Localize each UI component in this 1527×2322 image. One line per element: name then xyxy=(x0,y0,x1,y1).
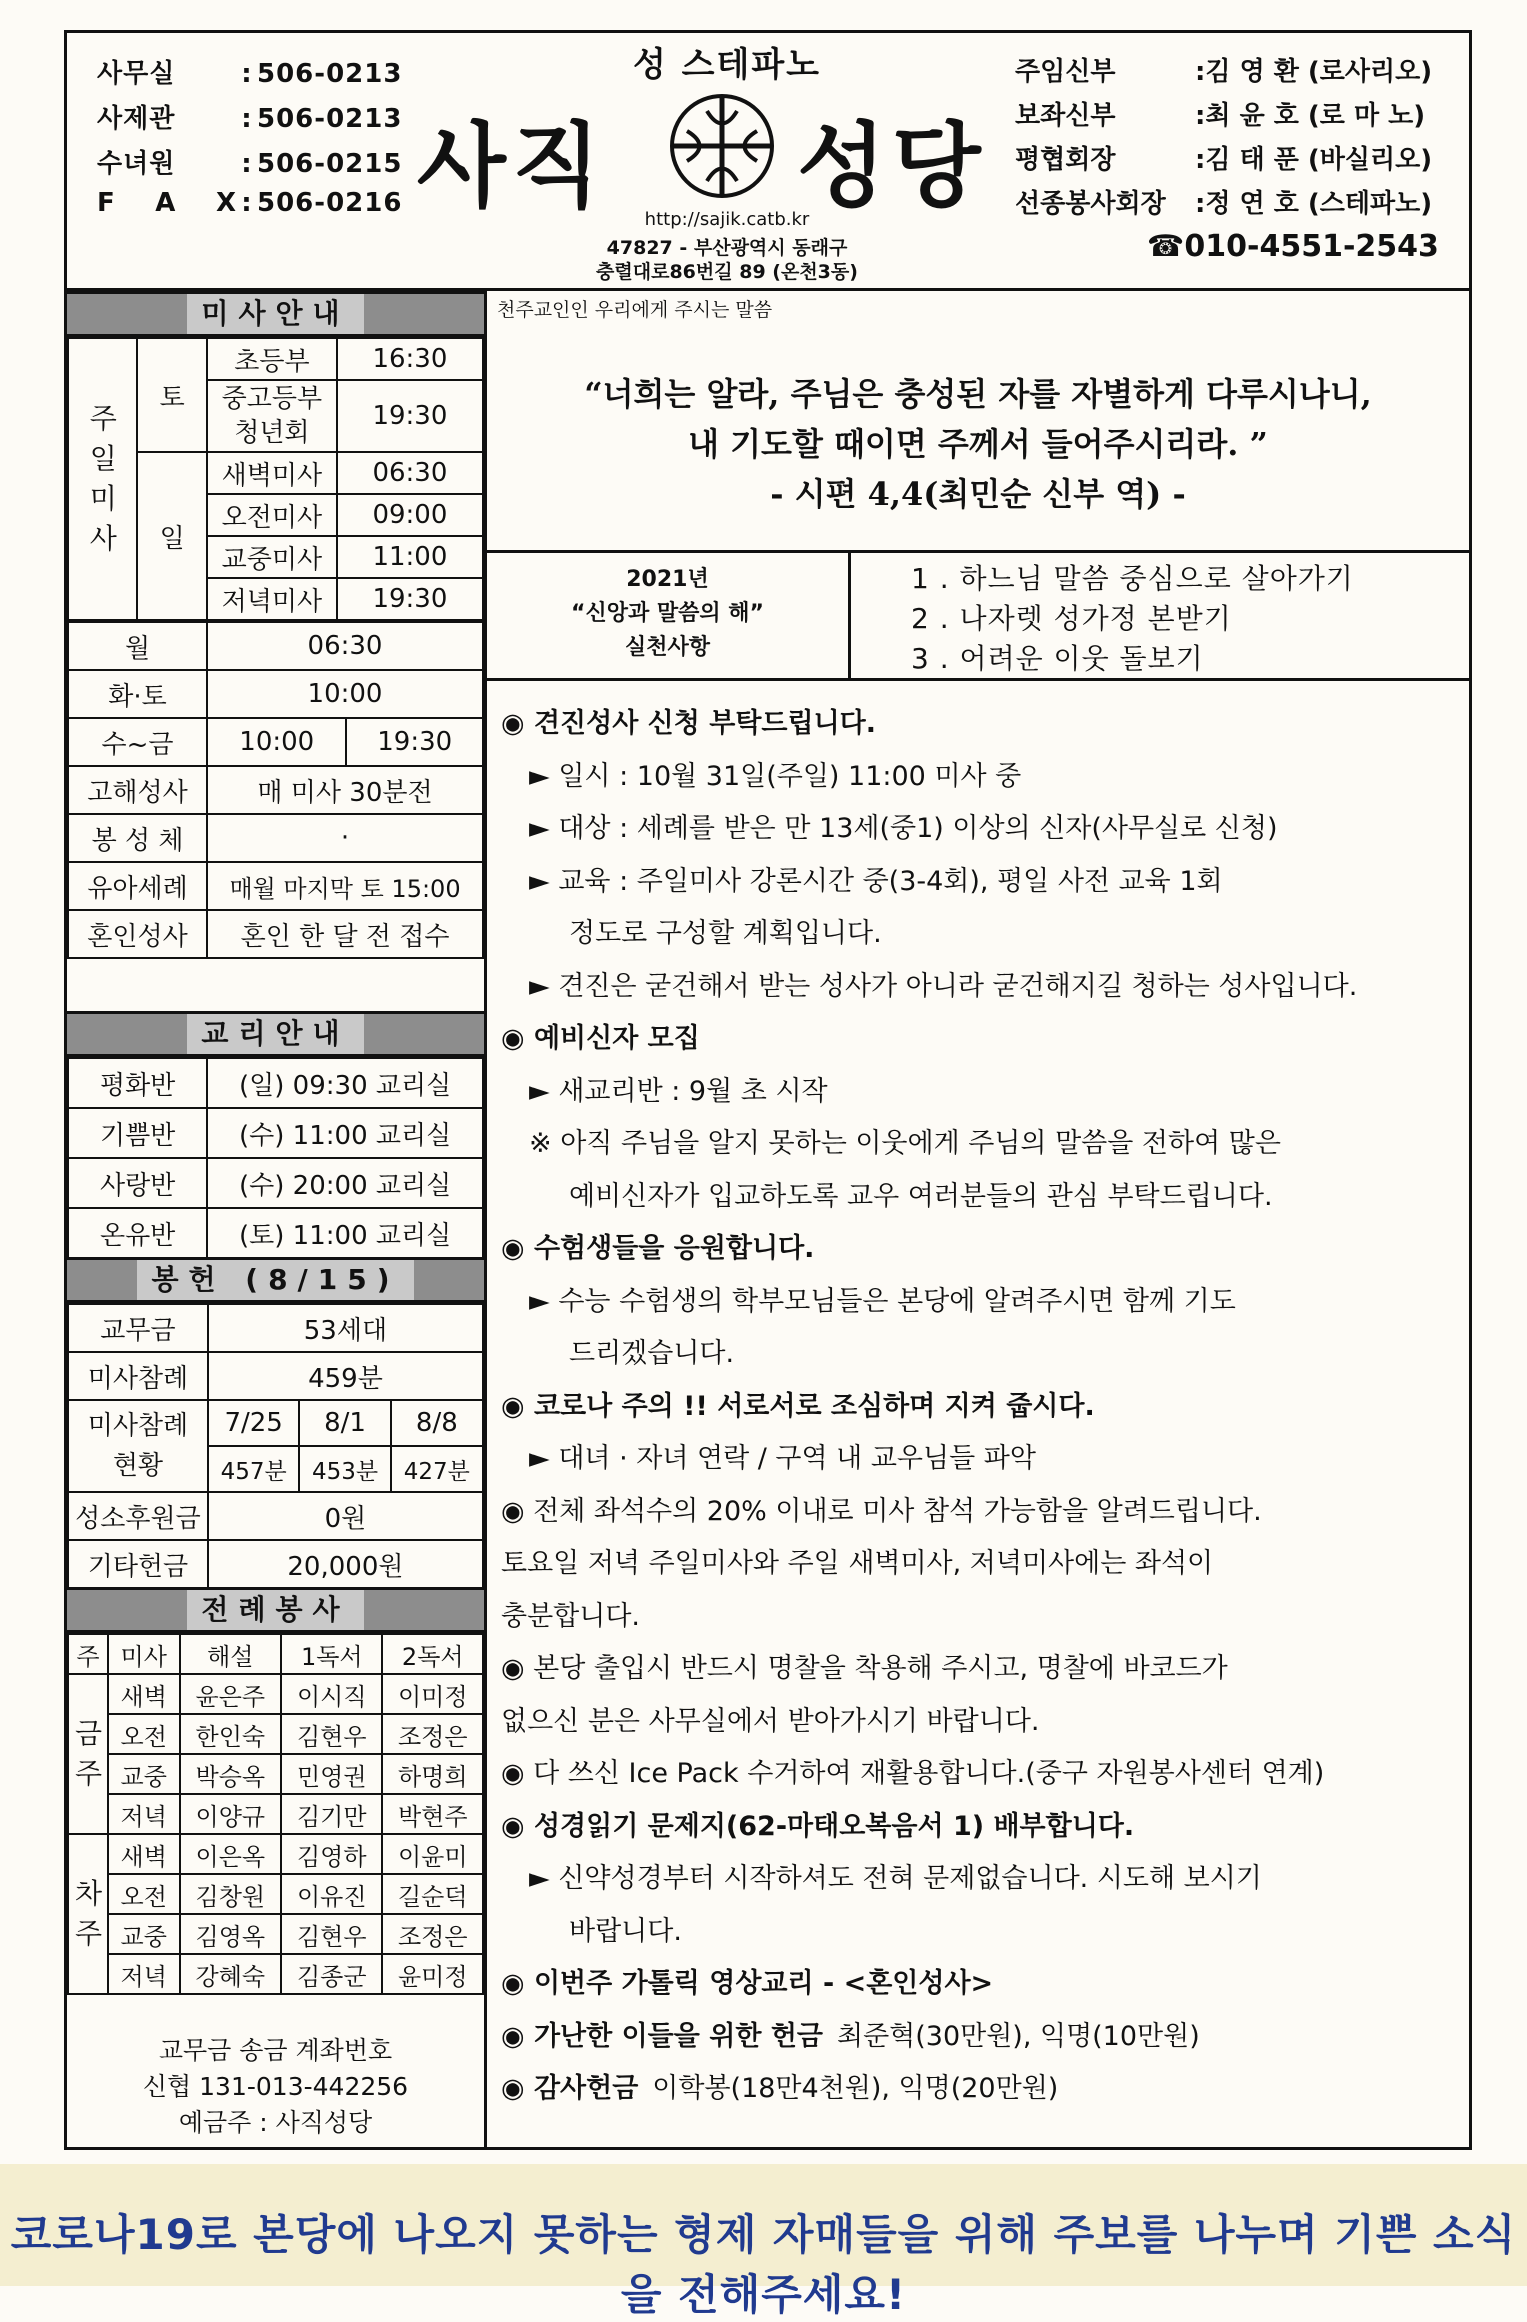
offering-section-title: 봉헌 (8/15) xyxy=(67,1257,484,1303)
parish-title-left: 사직 xyxy=(417,113,607,220)
liturgy-cell: 교중 xyxy=(108,1754,180,1794)
left-column xyxy=(67,291,487,2147)
notice-line: ◉ 본당 출입시 반드시 명찰을 착용해 주시고, 명찰에 바코드가 xyxy=(501,1653,1228,1684)
parish-patron: 성 스테파노 xyxy=(632,45,822,85)
parish-url[interactable]: http://sajik.catb.kr xyxy=(644,209,810,230)
weekday-label: 수~금 xyxy=(68,718,207,766)
weekday-time: 06:30 xyxy=(207,622,483,670)
parish-title-right: 성당 xyxy=(797,113,987,220)
contact-convent: 수녀원 : 506-0215 xyxy=(97,149,403,179)
notice-line: ► 일시 : 10월 31일(주일) 11:00 미사 중 xyxy=(529,760,1022,792)
liturgy-header: 해설 xyxy=(180,1634,281,1674)
mass-time: 16:30 xyxy=(337,338,483,380)
notice-line: 바랍니다. xyxy=(569,1915,682,1947)
notice-line: ► 신약성경부터 시작하셔도 전혀 문제없습니다. 시도해 보시기 xyxy=(529,1863,1262,1894)
scripture-line-1: “너희는 알라, 주님은 충성된 자를 자별하게 다루시나니, xyxy=(584,375,1372,413)
notice-line: ◉ 전체 좌석수의 20% 이내로 미사 참석 가능함을 알려드립니다. xyxy=(501,1495,1262,1527)
notice-line: 정도로 구성할 계획입니다. xyxy=(569,918,882,949)
notice-line: ► 대상 : 세례를 받은 만 13세(중1) 이상의 신자(사무실로 신청) xyxy=(529,813,1278,844)
liturgy-section-title: 전례봉사 xyxy=(67,1587,484,1633)
staff-council-president: 평협회장 :김 태 푼 (바실리오) xyxy=(1015,145,1433,175)
offering-label: 기타헌금 xyxy=(68,1540,208,1588)
notice-line: ► 새교리반 : 9월 초 시작 xyxy=(529,1075,828,1107)
history-count: 457분 xyxy=(208,1446,300,1492)
mass-time: 09:00 xyxy=(337,494,483,536)
sacrament-value: 매월 마지막 토 15:00 xyxy=(207,862,483,910)
staff-funeral-president: 선종봉사회장 :정 연 호 (스테파노) xyxy=(1015,189,1433,219)
mass-time: 11:00 xyxy=(337,536,483,578)
liturgy-table xyxy=(67,1633,484,1995)
notice-heading: ◉ 가난한 이들을 위한 헌금 xyxy=(501,2020,823,2052)
notice-line: ► 견진은 굳건해서 받는 성사가 아니라 굳건해지길 청하는 성사입니다. xyxy=(529,970,1358,1002)
liturgy-cell: 김현우 xyxy=(281,1714,382,1754)
address-line-1: 47827 - 부산광역시 동래구 xyxy=(606,237,848,259)
liturgy-cell: 김영하 xyxy=(281,1834,382,1874)
contact-office: 사무실 : 506-0213 xyxy=(97,59,403,89)
offering-label: 미사참례 xyxy=(68,1352,208,1400)
liturgy-cell: 이유진 xyxy=(281,1874,382,1914)
sacrament-value: 혼인 한 달 전 접수 xyxy=(207,910,483,958)
liturgy-cell: 이미정 xyxy=(382,1674,483,1714)
sacrament-value: · xyxy=(207,814,483,862)
weekday-time: 19:30 xyxy=(346,718,483,766)
liturgy-cell: 박승옥 xyxy=(180,1754,281,1794)
parish-cross-logo-icon xyxy=(667,91,777,201)
address-line-2: 충렬대로86번길 89 (온천3동) xyxy=(596,261,858,283)
plan-item: 2 . 나자렛 성가정 본받기 xyxy=(911,602,1232,635)
class-schedule: (수) 11:00 교리실 xyxy=(207,1108,483,1158)
notice-detail: 이학봉(18만4천원), 익명(20만원) xyxy=(652,2073,1059,2104)
history-date: 7/25 xyxy=(208,1400,300,1446)
class-name: 기쁨반 xyxy=(68,1108,207,1158)
liturgy-cell: 이양규 xyxy=(180,1794,281,1834)
liturgy-cell: 강혜숙 xyxy=(180,1954,281,1994)
sacrament-label: 혼인성사 xyxy=(68,910,207,958)
class-schedule: (수) 20:00 교리실 xyxy=(207,1158,483,1208)
scripture-reference: - 시편 4,4(최민순 신부 역) - xyxy=(770,475,1186,513)
liturgy-cell: 김현우 xyxy=(281,1914,382,1954)
notice-line: 예비신자가 입교하도록 교우 여러분들의 관심 부탁드립니다. xyxy=(569,1180,1273,1212)
scripture-label: 천주교인인 우리에게 주시는 말씀 xyxy=(497,299,773,321)
plan-item: 1 . 하느님 말씀 중심으로 살아가기 xyxy=(911,562,1354,595)
notice-line: ※ 아직 주님을 알지 못하는 이웃에게 주님의 말씀을 전하여 많은 xyxy=(529,1128,1281,1159)
liturgy-cell: 하명희 xyxy=(382,1754,483,1794)
weekday-label: 화·토 xyxy=(68,670,207,718)
mass-table xyxy=(67,337,484,621)
weekday-time: 10:00 xyxy=(207,718,346,766)
offering-value: 459분 xyxy=(208,1352,483,1400)
liturgy-cell: 오전 xyxy=(108,1714,180,1754)
weekday-mass-table xyxy=(67,621,484,959)
notice-detail: 최준혁(30만원), 익명(10만원) xyxy=(836,2020,1200,2052)
liturgy-cell: 이시직 xyxy=(281,1674,382,1714)
liturgy-cell: 저녁 xyxy=(108,1954,180,1994)
liturgy-cell: 김창원 xyxy=(180,1874,281,1914)
notice-line: ◉ 이번주 가톨릭 영상교리 - <혼인성사> xyxy=(501,1968,994,1999)
sacrament-label: 봉 성 체 xyxy=(68,814,207,862)
weekday-label: 월 xyxy=(68,622,207,670)
right-column xyxy=(487,291,1469,2147)
sacrament-label: 고해성사 xyxy=(68,766,207,814)
class-schedule: (토) 11:00 교리실 xyxy=(207,1208,483,1258)
mass-name: 교중미사 xyxy=(207,536,337,578)
liturgy-cell: 길순덕 xyxy=(382,1874,483,1914)
liturgy-cell: 저녁 xyxy=(108,1794,180,1834)
liturgy-cell: 조정은 xyxy=(382,1714,483,1754)
offering-value: 53세대 xyxy=(208,1304,483,1352)
mass-name: 새벽미사 xyxy=(207,452,337,494)
liturgy-cell: 오전 xyxy=(108,1874,180,1914)
sunday-mass-label: 주일미사 xyxy=(68,338,137,620)
notice-line: ◉ 수험생들을 응원합니다. xyxy=(501,1233,815,1264)
catechism-section-title: 교리안내 xyxy=(67,1011,484,1057)
notice-line: ◉ 코로나 주의 !! 서로서로 조심하며 지켜 줍시다. xyxy=(501,1390,1095,1422)
scripture-box xyxy=(487,291,1469,553)
history-date: 8/1 xyxy=(299,1400,390,1446)
staff-pastor: 주임신부 :김 영 환 (로사리오) xyxy=(1015,57,1433,87)
notice-heading: ◉ 감사헌금 xyxy=(501,2073,639,2104)
mass-name: 중고등부 청년회 xyxy=(207,380,337,452)
notice-line: 없으신 분은 사무실에서 받아가시기 바랍니다. xyxy=(501,1705,1040,1737)
mass-time: 19:30 xyxy=(337,380,483,452)
notice-line xyxy=(501,2014,1200,2053)
liturgy-cell: 이은옥 xyxy=(180,1834,281,1874)
mass-time: 06:30 xyxy=(337,452,483,494)
notice-line: ► 교육 : 주일미사 강론시간 중(3-4회), 평일 사전 교육 1회 xyxy=(529,865,1223,897)
notice-line: ► 대녀 · 자녀 연락 / 구역 내 교우님들 파악 xyxy=(529,1443,1036,1474)
sacrament-value: 매 미사 30분전 xyxy=(207,766,483,814)
mass-name: 오전미사 xyxy=(207,494,337,536)
class-name: 평화반 xyxy=(68,1058,207,1108)
liturgy-cell: 한인숙 xyxy=(180,1714,281,1754)
liturgy-cell: 새벽 xyxy=(108,1834,180,1874)
liturgy-cell: 박현주 xyxy=(382,1794,483,1834)
history-count: 453분 xyxy=(299,1446,390,1492)
liturgy-cell: 민영권 xyxy=(281,1754,382,1794)
notice-line: ◉ 견진성사 신청 부탁드립니다. xyxy=(501,708,876,739)
liturgy-header: 주 xyxy=(68,1634,108,1674)
contact-phone: ☎010-4551-2543 xyxy=(1147,229,1439,264)
notice-line: 드리겠습니다. xyxy=(569,1338,735,1369)
liturgy-cell: 새벽 xyxy=(108,1674,180,1714)
liturgy-cell: 김종군 xyxy=(281,1954,382,1994)
notice-line xyxy=(501,2066,1058,2105)
liturgy-cell: 윤미정 xyxy=(382,1954,483,1994)
mass-name: 초등부 xyxy=(207,338,337,380)
liturgy-cell: 김영옥 xyxy=(180,1914,281,1954)
notice-line: ► 수능 수험생의 학부모님들은 본당에 알려주시면 함께 기도 xyxy=(529,1285,1236,1317)
offering-value: 0원 xyxy=(208,1492,483,1540)
offering-label: 교무금 xyxy=(68,1304,208,1352)
plan-item: 3 . 어려운 이웃 돌보기 xyxy=(911,642,1204,675)
history-count: 427분 xyxy=(391,1446,483,1492)
liturgy-cell: 이윤미 xyxy=(382,1834,483,1874)
notice-line: 토요일 저녁 주일미사와 주일 새벽미사, 저녁미사에는 좌석이 xyxy=(501,1548,1214,1579)
offering-label: 성소후원금 xyxy=(68,1492,208,1540)
liturgy-cell: 윤은주 xyxy=(180,1674,281,1714)
liturgy-cell: 교중 xyxy=(108,1914,180,1954)
saturday-label: 토 xyxy=(137,338,206,452)
contact-fax: F A X : 506-0216 xyxy=(97,188,403,218)
liturgy-header: 1독서 xyxy=(281,1634,382,1674)
history-date: 8/8 xyxy=(391,1400,483,1446)
liturgy-header: 미사 xyxy=(108,1634,180,1674)
catechism-table xyxy=(67,1057,484,1259)
notice-line: ◉ 예비신자 모집 xyxy=(501,1023,700,1054)
liturgy-header: 2독서 xyxy=(382,1634,483,1674)
mass-section-title: 미사안내 xyxy=(67,291,484,337)
bulletin-header xyxy=(67,33,1469,291)
weekday-time: 10:00 xyxy=(207,670,483,718)
sacrament-label: 유아세례 xyxy=(68,862,207,910)
offering-value: 20,000원 xyxy=(208,1540,483,1588)
sunday-label: 일 xyxy=(137,452,206,620)
yearly-plan-box xyxy=(487,553,1469,681)
liturgy-cell: 조정은 xyxy=(382,1914,483,1954)
notice-line: ◉ 성경읽기 문제지(62-마태오복음서 1) 배부합니다. xyxy=(501,1810,1135,1842)
mass-time: 19:30 xyxy=(337,578,483,620)
scripture-line-2: 내 기도할 때이면 주께서 들어주시리라. ” xyxy=(688,425,1268,463)
this-week-label: 금주 xyxy=(68,1674,108,1834)
next-week-label: 차주 xyxy=(68,1834,108,1994)
notice-line: ◉ 다 쓰신 Ice Pack 수거하여 재활용합니다.(중구 자원봉사센터 연계) xyxy=(501,1758,1325,1789)
liturgy-cell: 김기만 xyxy=(281,1794,382,1834)
attendance-history-label: 미사참례 현황 xyxy=(68,1400,208,1492)
account-info: 교무금 송금 계좌번호 신협 131-013-442256 예금주 : 사직성당 xyxy=(142,2036,409,2137)
class-name: 온유반 xyxy=(68,1208,207,1258)
mass-name: 저녁미사 xyxy=(207,578,337,620)
class-name: 사랑반 xyxy=(68,1158,207,1208)
staff-assistant: 보좌신부 :최 윤 호 (로 마 노) xyxy=(1015,101,1426,131)
banner-message: 코로나19로 본당에 나오지 못하는 형제 자매들을 위해 주보를 나누며 기쁜 소식을 전해주세요! xyxy=(10,2210,1517,2319)
bulletin-frame xyxy=(64,30,1472,2150)
offering-table xyxy=(67,1303,484,1589)
contact-rectory: 사제관 : 506-0213 xyxy=(97,104,403,134)
notice-line: 충분합니다. xyxy=(501,1600,640,1632)
class-schedule: (일) 09:30 교리실 xyxy=(207,1058,483,1108)
bottom-banner xyxy=(0,2164,1527,2319)
yearly-plan-title: 2021년 “신앙과 말씀의 해” 실천사항 xyxy=(487,553,851,678)
